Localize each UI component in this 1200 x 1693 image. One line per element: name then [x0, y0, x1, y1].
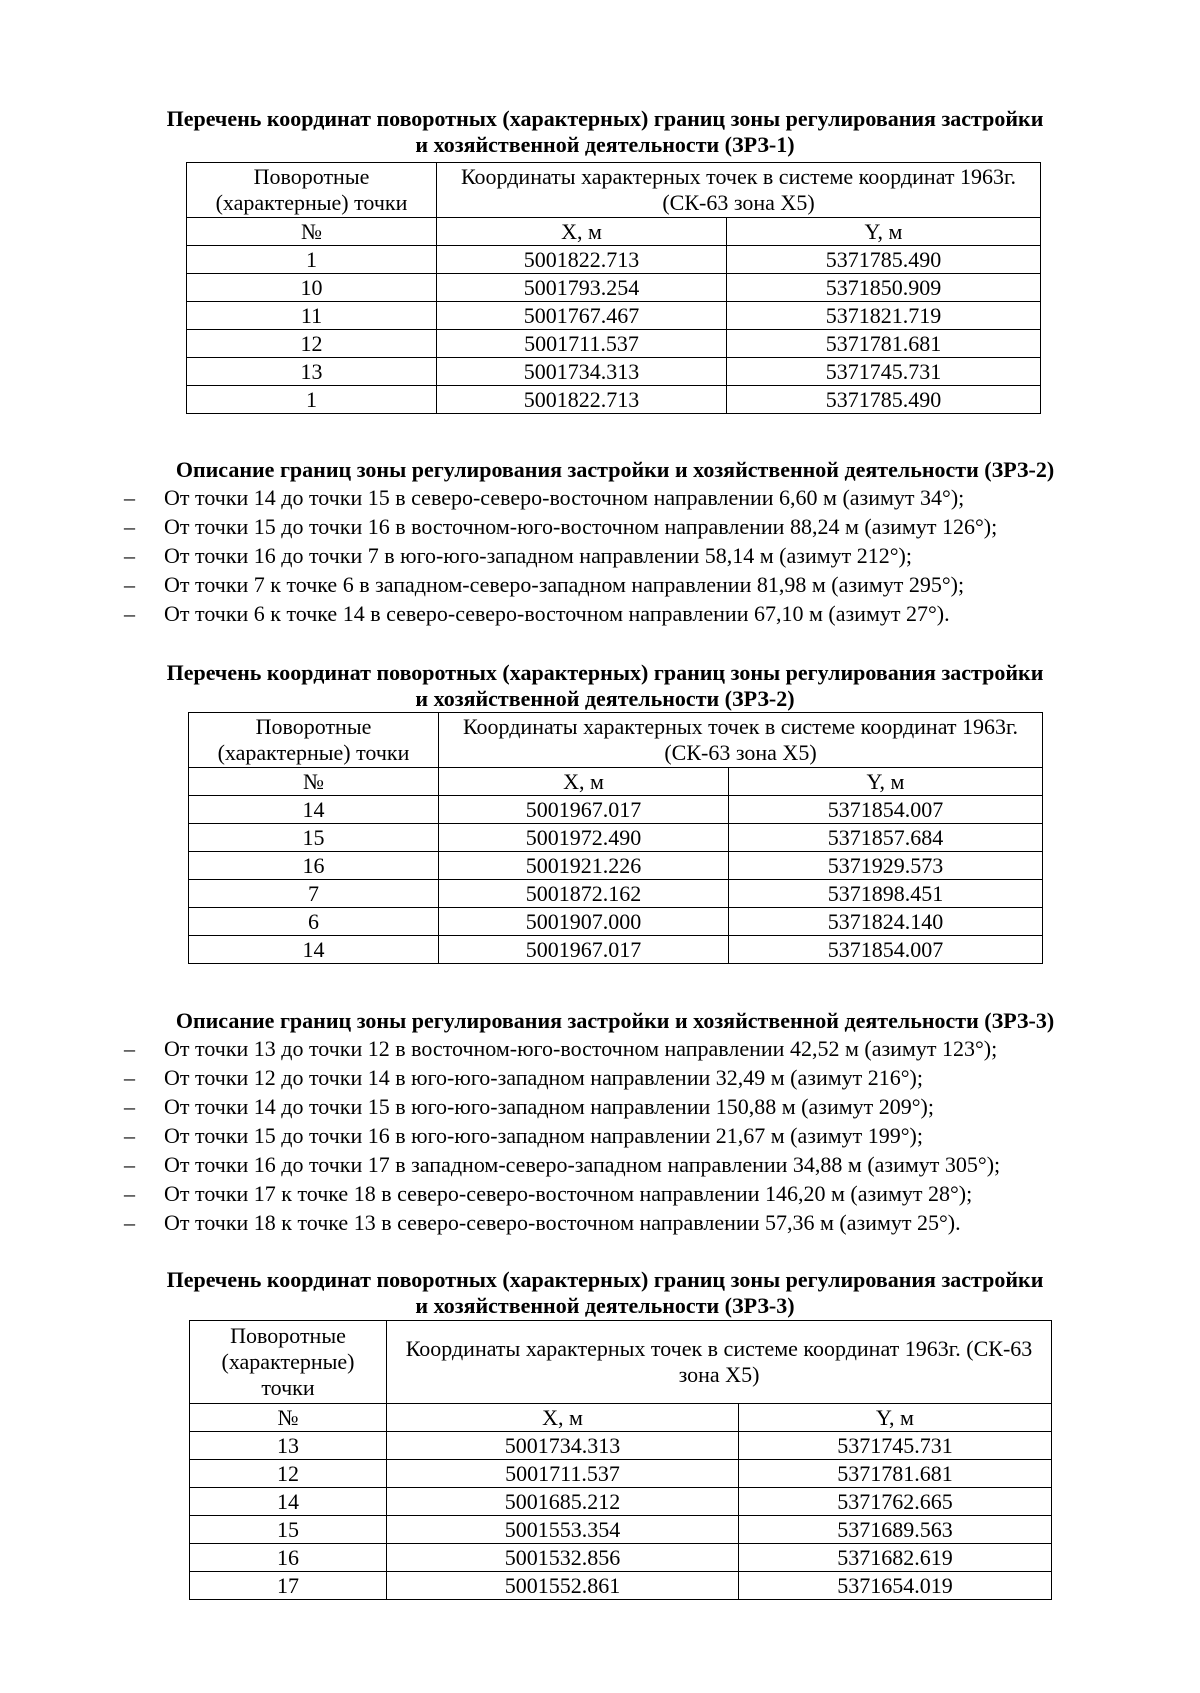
- x-value: 5001967.017: [439, 936, 729, 964]
- table1-col-points: Поворотные (характерные) точки: [187, 163, 437, 218]
- table1-header-row: [187, 163, 1041, 218]
- table-row: [190, 1488, 1052, 1516]
- table3-col-points: Поворотные (характерные) точки: [190, 1321, 387, 1404]
- table-row: [190, 1432, 1052, 1460]
- table3-col-y: Y, м: [739, 1404, 1052, 1432]
- y-value: 5371745.731: [727, 358, 1041, 386]
- table1-col-x: X, м: [437, 218, 727, 246]
- y-value: 5371654.019: [739, 1572, 1052, 1600]
- point-number: 15: [190, 1516, 387, 1544]
- table-row: [190, 1460, 1052, 1488]
- table1-col-y: Y, м: [727, 218, 1041, 246]
- list-item-text: От точки 14 до точки 15 в юго-юго-западном направлении 150,88 м (азимут 209°);: [164, 1094, 934, 1119]
- y-value: 5371929.573: [729, 852, 1043, 880]
- x-value: 5001552.861: [387, 1572, 739, 1600]
- point-number: 13: [187, 358, 437, 386]
- table3-title-line2: и хозяйственной деятельности (ЗРЗ-3): [415, 1293, 795, 1318]
- point-number: 13: [190, 1432, 387, 1460]
- point-number: 15: [189, 824, 439, 852]
- list-item-text: От точки 16 до точки 7 в юго-юго-западном направлении 58,14 м (азимут 212°);: [164, 543, 912, 568]
- list-dash: –: [124, 1065, 135, 1090]
- table2-col-points: Поворотные (характерные) точки: [189, 713, 439, 768]
- point-number: 14: [189, 796, 439, 824]
- list-item: [120, 1179, 1120, 1208]
- table-row: [190, 1544, 1052, 1572]
- desc3-section: [120, 1007, 1120, 1237]
- desc3-title: Описание границ зоны регулирования застройки и хозяйственной деятельности (ЗРЗ-3): [175, 1008, 1055, 1033]
- table3-col-x: X, м: [387, 1404, 739, 1432]
- list-item: [120, 1150, 1120, 1179]
- point-number: 14: [189, 936, 439, 964]
- table-row: [187, 274, 1041, 302]
- y-value: 5371781.681: [739, 1460, 1052, 1488]
- table-row: [187, 302, 1041, 330]
- table1-title-line2: и хозяйственной деятельности (ЗРЗ-1): [415, 132, 795, 157]
- list-dash: –: [124, 485, 135, 510]
- y-value: 5371781.681: [727, 330, 1041, 358]
- y-value: 5371824.140: [729, 908, 1043, 936]
- list-item-text: От точки 16 до точки 17 в западном-северо-западном направлении 34,88 м (азимут 305°);: [164, 1152, 1001, 1177]
- x-value: 5001907.000: [439, 908, 729, 936]
- list-item-text: От точки 12 до точки 14 в юго-юго-западном направлении 32,49 м (азимут 216°);: [164, 1065, 923, 1090]
- y-value: 5371785.490: [727, 246, 1041, 274]
- list-dash: –: [124, 1210, 135, 1235]
- x-value: 5001822.713: [437, 246, 727, 274]
- point-number: 11: [187, 302, 437, 330]
- x-value: 5001921.226: [439, 852, 729, 880]
- y-value: 5371854.007: [729, 796, 1043, 824]
- table-row: [187, 386, 1041, 414]
- table3-heading: [110, 1267, 1100, 1319]
- x-value: 5001553.354: [387, 1516, 739, 1544]
- table-row: [187, 330, 1041, 358]
- x-value: 5001822.713: [437, 386, 727, 414]
- table2-title-line1: Перечень координат поворотных (характерных) границ зоны регулирования застройки: [166, 660, 1044, 685]
- table2-col-num: №: [189, 768, 439, 796]
- list-item-text: От точки 17 к точке 18 в северо-северо-восточном направлении 146,20 м (азимут 28°);: [164, 1181, 973, 1206]
- desc3-list: [120, 1034, 1120, 1237]
- list-dash: –: [124, 1152, 135, 1177]
- table3-title-line1: Перечень координат поворотных (характерных) границ зоны регулирования застройки: [166, 1267, 1044, 1292]
- table-row: [189, 936, 1043, 964]
- table-row: [189, 796, 1043, 824]
- x-value: 5001793.254: [437, 274, 727, 302]
- list-item: [120, 1092, 1120, 1121]
- table-row: [189, 852, 1043, 880]
- list-item: [120, 570, 1120, 599]
- x-value: 5001734.313: [437, 358, 727, 386]
- y-value: 5371854.007: [729, 936, 1043, 964]
- y-value: 5371682.619: [739, 1544, 1052, 1572]
- table1-col-coords: Координаты характерных точек в системе координат 1963г. (СК-63 зона Х5): [437, 163, 1041, 218]
- list-item: [120, 512, 1120, 541]
- list-dash: –: [124, 1094, 135, 1119]
- table1-subheader-row: [187, 218, 1041, 246]
- table3-col-num: №: [190, 1404, 387, 1432]
- list-dash: –: [124, 572, 135, 597]
- table3: [189, 1320, 1052, 1600]
- list-item: [120, 1208, 1120, 1237]
- x-value: 5001967.017: [439, 796, 729, 824]
- list-item-text: От точки 6 к точке 14 в северо-северо-восточном направлении 67,10 м (азимут 27°).: [164, 601, 950, 626]
- list-dash: –: [124, 543, 135, 568]
- table3-header-row: [190, 1321, 1052, 1404]
- table-row: [189, 908, 1043, 936]
- list-item-text: От точки 7 к точке 6 в западном-северо-западном направлении 81,98 м (азимут 295°);: [164, 572, 965, 597]
- table1-title-line1: Перечень координат поворотных (характерных) границ зоны регулирования застройки: [166, 106, 1044, 131]
- list-item-text: От точки 18 к точке 13 в северо-северо-восточном направлении 57,36 м (азимут 25°).: [164, 1210, 961, 1235]
- point-number: 12: [187, 330, 437, 358]
- list-dash: –: [124, 1123, 135, 1148]
- y-value: 5371745.731: [739, 1432, 1052, 1460]
- point-number: 16: [189, 852, 439, 880]
- x-value: 5001711.537: [387, 1460, 739, 1488]
- list-dash: –: [124, 1181, 135, 1206]
- x-value: 5001734.313: [387, 1432, 739, 1460]
- y-value: 5371857.684: [729, 824, 1043, 852]
- table2-col-coords: Координаты характерных точек в системе координат 1963г. (СК-63 зона Х5): [439, 713, 1043, 768]
- table2-col-y: Y, м: [729, 768, 1043, 796]
- table1-heading: [110, 106, 1100, 158]
- list-item: [120, 1063, 1120, 1092]
- table3-col-coords: Координаты характерных точек в системе координат 1963г. (СК-63 зона Х5): [387, 1321, 1052, 1404]
- table2-subheader-row: [189, 768, 1043, 796]
- table1-col-num: №: [187, 218, 437, 246]
- y-value: 5371821.719: [727, 302, 1041, 330]
- list-item: [120, 541, 1120, 570]
- table-row: [187, 246, 1041, 274]
- x-value: 5001532.856: [387, 1544, 739, 1572]
- list-item-text: От точки 15 до точки 16 в юго-юго-западном направлении 21,67 м (азимут 199°);: [164, 1123, 923, 1148]
- y-value: 5371850.909: [727, 274, 1041, 302]
- list-item: [120, 599, 1120, 628]
- list-dash: –: [124, 1036, 135, 1061]
- x-value: 5001685.212: [387, 1488, 739, 1516]
- point-number: 10: [187, 274, 437, 302]
- list-item: [120, 483, 1120, 512]
- list-dash: –: [124, 601, 135, 626]
- point-number: 1: [187, 386, 437, 414]
- point-number: 16: [190, 1544, 387, 1572]
- point-number: 14: [190, 1488, 387, 1516]
- list-item: [120, 1034, 1120, 1063]
- table2-heading: [110, 660, 1100, 712]
- y-value: 5371898.451: [729, 880, 1043, 908]
- x-value: 5001972.490: [439, 824, 729, 852]
- point-number: 7: [189, 880, 439, 908]
- x-value: 5001711.537: [437, 330, 727, 358]
- x-value: 5001872.162: [439, 880, 729, 908]
- table-row: [190, 1572, 1052, 1600]
- list-item-text: От точки 13 до точки 12 в восточном-юго-восточном направлении 42,52 м (азимут 123°);: [164, 1036, 998, 1061]
- desc2-title: Описание границ зоны регулирования застройки и хозяйственной деятельности (ЗРЗ-2): [175, 457, 1055, 482]
- list-item: [120, 1121, 1120, 1150]
- table-row: [190, 1516, 1052, 1544]
- x-value: 5001767.467: [437, 302, 727, 330]
- table2: [188, 712, 1043, 964]
- point-number: 6: [189, 908, 439, 936]
- y-value: 5371689.563: [739, 1516, 1052, 1544]
- desc2-section: [120, 456, 1120, 628]
- table-row: [189, 880, 1043, 908]
- table-row: [189, 824, 1043, 852]
- table-row: [187, 358, 1041, 386]
- table1: [186, 162, 1041, 414]
- table2-header-row: [189, 713, 1043, 768]
- y-value: 5371762.665: [739, 1488, 1052, 1516]
- table3-subheader-row: [190, 1404, 1052, 1432]
- table2-col-x: X, м: [439, 768, 729, 796]
- table2-title-line2: и хозяйственной деятельности (ЗРЗ-2): [415, 686, 795, 711]
- point-number: 1: [187, 246, 437, 274]
- desc2-list: [120, 483, 1120, 628]
- list-item-text: От точки 14 до точки 15 в северо-северо-восточном направлении 6,60 м (азимут 34°);: [164, 485, 965, 510]
- list-dash: –: [124, 514, 135, 539]
- y-value: 5371785.490: [727, 386, 1041, 414]
- point-number: 17: [190, 1572, 387, 1600]
- point-number: 12: [190, 1460, 387, 1488]
- list-item-text: От точки 15 до точки 16 в восточном-юго-восточном направлении 88,24 м (азимут 126°);: [164, 514, 998, 539]
